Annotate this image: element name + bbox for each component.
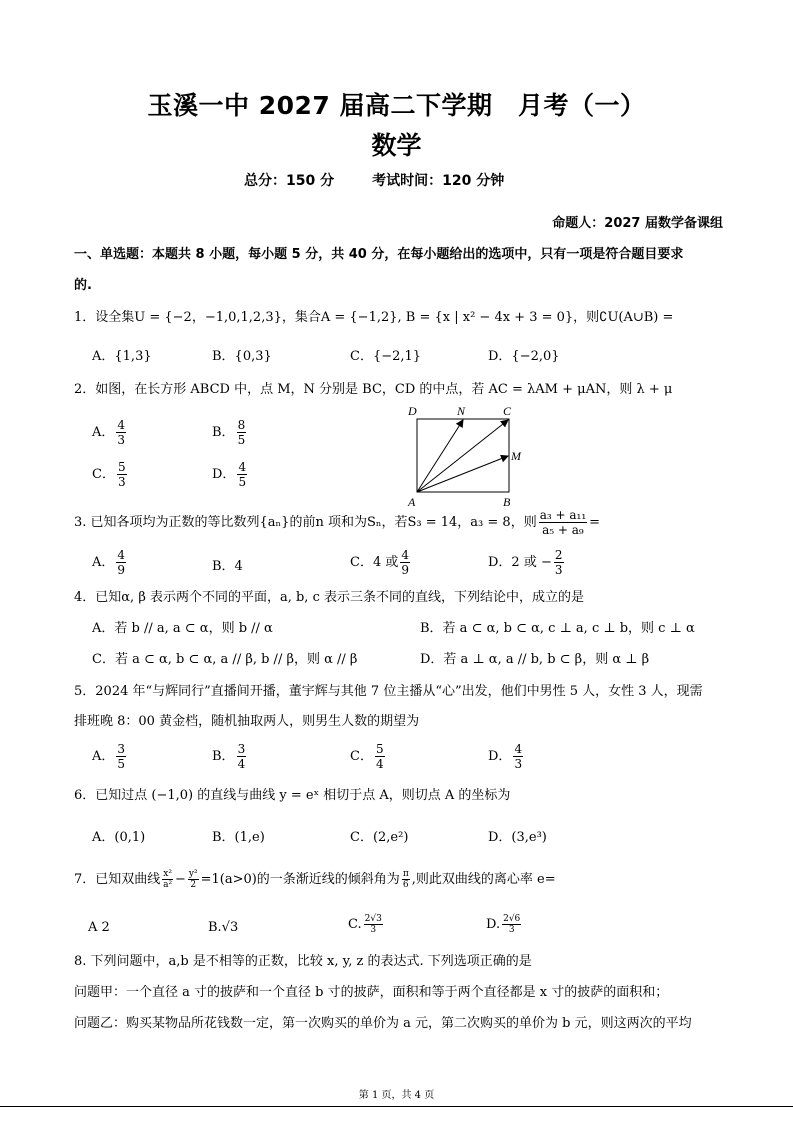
q5-line2: 排班晚 8：00 黄金档，随机抽取两人，则男生人数的期望为	[74, 714, 420, 729]
q8-line3: 问题乙：购买某物品所花钱数一定，第一次购买的单价为 a 元，第二次购买的单价为 b 元，则这两次的平均	[74, 1016, 692, 1031]
rectangle-figure	[402, 400, 532, 512]
page-footer: 第 1 页，共 4 页	[358, 1090, 435, 1101]
q3-option-b: B．4	[212, 559, 243, 574]
q7-option-b: B.√3	[208, 920, 239, 935]
q3-option-c: C．4 或 $\frac{4}{9}$	[350, 548, 409, 577]
q2-option-a: A． $\frac{4}{3}$	[92, 418, 126, 447]
q5-option-b: B． $\frac{3}{4}$	[212, 742, 246, 771]
q6-option-b: B．(1,e)	[212, 830, 265, 845]
q4-option-d: D．若 a ⊥ α, a // b, b ⊂ β，则 α ⊥ β	[420, 652, 650, 667]
q5-line1: 5．2024 年“与辉同行”直播间开播，董宇辉与其他 7 位主播从“心”出发，他们中男性 5 人，女性 3 人，现需	[74, 684, 703, 699]
q6-option-a: A．(0,1)	[92, 830, 146, 845]
label-a: A	[408, 495, 416, 509]
section-heading-line2: 的.	[74, 278, 92, 293]
exam-info	[244, 170, 542, 190]
q4-option-c: C．若 a ⊂ α, b ⊂ α, a // β, b // β，则 α // β	[92, 652, 358, 667]
q4-stem: 4．已知α, β 表示两个不同的平面，a, b, c 表示三条不同的直线，下列结论中，成立的是	[74, 590, 584, 605]
q7-stem: 7．已知双曲线 $\frac{\text{x²}}{\text{a²}}$ − $\frac{\text{y²}}{2}$ =1(a>0)的一条渐近线的倾斜角为 $\frac{\pi}{6}$ ,则此双曲线的离心率 e=	[74, 869, 556, 890]
q7-option-c: C. $\frac{2√3}{3}$	[348, 914, 382, 935]
label-d: D	[408, 404, 417, 418]
label-m: M	[511, 449, 521, 463]
section-heading-line1: 一、单选题：本题共 8 小题，每小题 5 分，共 40 分，在每小题给出的选项中，只有一项是符合题目要求	[74, 247, 684, 262]
q1-option-a: A．{1,3}	[92, 349, 152, 364]
question-setter: 命题人：2027 届数学备课组	[552, 216, 723, 231]
q2-option-b: B． $\frac{8}{5}$	[212, 418, 246, 447]
q5-option-a: A． $\frac{3}{5}$	[92, 742, 126, 771]
q1-stem: 1．设全集U = {−2，−1,0,1,2,3}，集合A = {−1,2}, B = {x | x² − 4x + 3 = 0}，则∁U(A∪B) =	[74, 310, 674, 325]
q2-option-d: D． $\frac{4}{5}$	[212, 460, 247, 489]
subject-title: 数学	[371, 131, 422, 160]
exam-time: 考试时间：120 分钟	[372, 173, 505, 189]
q6-stem: 6．已知过点 (−1,0) 的直线与曲线 y = eˣ 相切于点 A，则切点 A 的坐标为	[74, 788, 511, 803]
q2-b-fraction: $\frac{8}{5}$	[237, 418, 246, 447]
q2-c-fraction: $\frac{5}{3}$	[117, 460, 126, 489]
q7-option-a: A 2	[88, 920, 110, 935]
vector-am	[417, 456, 508, 492]
q5-option-d: D． $\frac{4}{3}$	[488, 742, 523, 771]
vector-ac	[417, 420, 508, 492]
q1-option-b: B．{0,3}	[212, 349, 272, 364]
footer-rule	[0, 1106, 793, 1107]
exam-title: 玉溪一中 2027 届高二下学期 月考（一）	[147, 91, 646, 120]
q6-option-d: D．(3,e³)	[488, 830, 547, 845]
q5-option-c: C． $\frac{5}{4}$	[350, 742, 384, 771]
q2-stem: 2．如图，在长方形 ABCD 中，点 M，N 分别是 BC，CD 的中点，若 AC = λAM + μAN，则 λ + μ	[74, 382, 673, 397]
q6-option-c: C．(2,e²)	[350, 830, 409, 845]
label-c: C	[503, 404, 512, 418]
q3-option-a: A． $\frac{4}{9}$	[92, 548, 126, 577]
q1-option-c: C．{−2,1}	[350, 349, 422, 364]
q8-line2: 问题甲：一个直径 a 寸的披萨和一个直径 b 寸的披萨，面积和等于两个直径都是 x 寸的披萨的面积和；	[74, 985, 669, 1000]
total-score: 总分：150 分	[244, 173, 335, 189]
label-b: B	[503, 495, 511, 509]
q4-option-a: A．若 b // a, a ⊂ α，则 b // α	[92, 621, 273, 636]
q2-option-c: C． $\frac{5}{3}$	[92, 460, 126, 489]
q3-option-d: D．2 或 − $\frac{2}{3}$	[488, 548, 563, 577]
q2-a-fraction: $\frac{4}{3}$	[117, 418, 126, 447]
q3-expression: $\frac{\text{a₃ + a₁₁}}{\text{a₅ + a₉}}$	[539, 508, 587, 537]
q7-option-d: D. $\frac{2√6}{3}$	[486, 914, 521, 935]
q4-option-b: B．若 a ⊂ α, b ⊂ α, c ⊥ a, c ⊥ b，则 c ⊥ α	[420, 621, 695, 636]
q8-line1: 8. 下列问题中，a,b 是不相等的正数，比较 x, y, z 的表达式. 下列选项正确的是	[74, 954, 532, 969]
label-n: N	[457, 404, 466, 418]
q2-d-fraction: $\frac{4}{5}$	[238, 460, 247, 489]
vector-an	[417, 420, 463, 492]
q1-option-d: D．{−2,0}	[488, 349, 560, 364]
q3-stem: 3. 已知各项均为正数的等比数列{aₙ}的前n 项和为Sₙ，若S₃ = 14，a₃ = 8，则 $\frac{\text{a₃ + a₁₁}}{\text{a₅ + a₉}}$ =	[74, 508, 601, 537]
